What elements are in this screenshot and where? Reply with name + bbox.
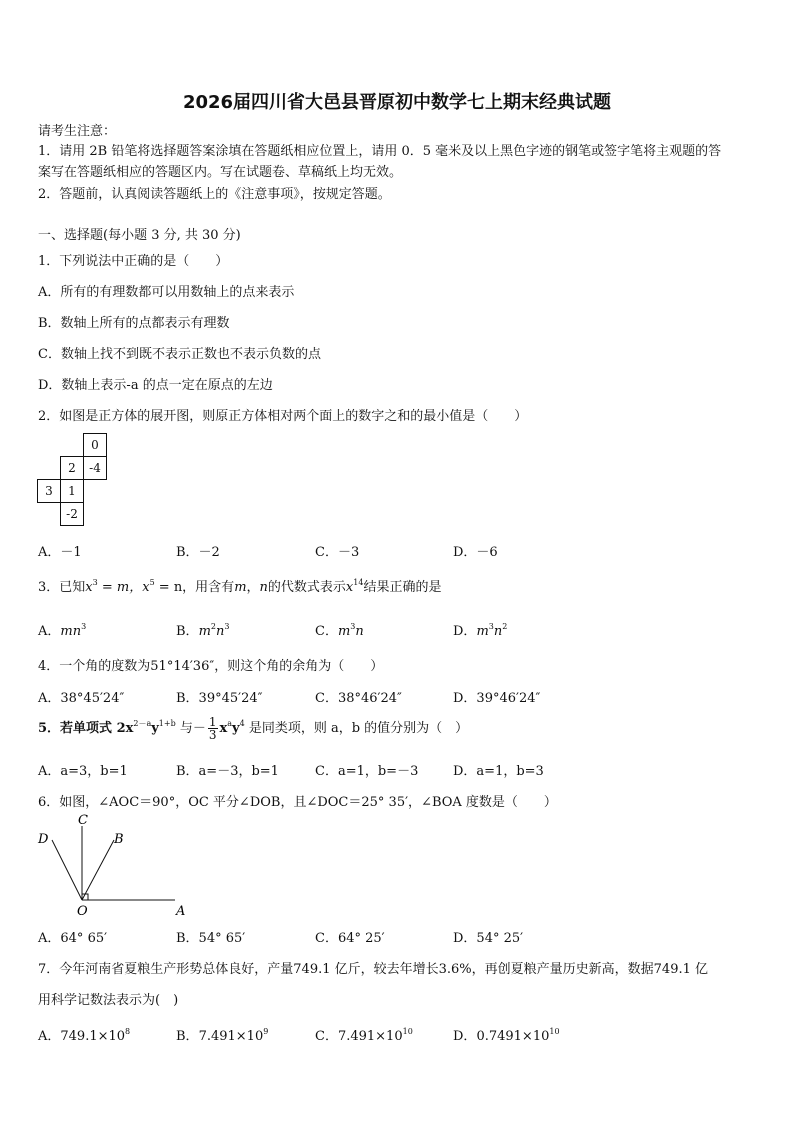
stem-text: ， [246,580,260,595]
var-x: x [142,580,150,595]
question-5-stem [38,716,468,741]
angle-figure [30,812,200,922]
exponent: 8 [125,1027,131,1036]
exponent: 4 [239,719,245,728]
option-label: A． [38,1029,61,1044]
question-6-option-d: D．54° 25′ [453,931,524,946]
var-m: m [234,580,247,595]
label-o: O [77,904,88,919]
fraction [208,716,218,741]
question-4-option-d: D．39°46′24″ [453,691,541,706]
exponent: 3 [488,622,494,631]
stem-text: 3．已知 [38,580,86,595]
exponent: 1+b [158,719,176,728]
question-1-stem: 1．下列说法中正确的是（ ） [38,254,229,269]
exponent: 10 [549,1027,560,1036]
notice-item-1-line-1: 1．请用 2B 铅笔将选择题答案涂填在答题纸相应位置上，请用 0．5 毫米及以上黑色字迹的钢笔或签字笔将主观题的答 [38,144,722,159]
notice-heading: 请考生注意： [38,124,117,139]
label-b: B [114,832,124,847]
net-cell: 3 [38,480,61,503]
var-n: n [259,580,268,595]
question-6-option-b: B．54° 65′ [176,931,246,946]
option-expr: 0.7491×10 [476,1029,550,1044]
label-c: C [78,813,88,828]
net-cell: 0 [84,434,107,457]
question-1-option-b: B．数轴上所有的点都表示有理数 [38,316,230,331]
option-expr: 749.1×10 [60,1029,126,1044]
option-expr: n [355,624,364,639]
exponent: 3 [92,578,98,587]
net-cell: -4 [84,457,107,480]
exponent: 3 [224,622,230,631]
option-label: C． [315,624,338,639]
stem-text: 是同类项，则 a，b 的值分别为（ ） [244,721,469,736]
question-5-option-b: B．a=－3，b=1 [176,764,279,779]
option-expr: m [476,624,489,639]
question-7-option-d [453,1025,560,1044]
question-2-option-c: C．－3 [315,545,360,560]
question-2-option-a: A．－1 [38,545,82,560]
exponent: 14 [353,578,364,587]
stem-text: 5．若单项式 2x [38,721,134,736]
question-6-option-a: A．64° 65′ [38,931,108,946]
label-a: A [176,904,186,919]
option-label: C． [315,1029,338,1044]
exponent: 10 [402,1027,413,1036]
question-7-option-a [38,1025,130,1044]
section-heading: 一、选择题(每小题 3 分, 共 30 分) [38,228,241,243]
question-4-option-c: C．38°46′24″ [315,691,402,706]
question-2-option-b: B．－2 [176,545,220,560]
question-5-option-a: A．a=3，b=1 [38,764,128,779]
question-1-option-c: C．数轴上找不到既不表示正数也不表示负数的点 [38,347,321,362]
option-expr: n [493,624,503,639]
option-expr: mn [60,624,82,639]
stem-text: 与－ [175,721,206,736]
net-cell: 2 [61,457,84,480]
question-7-stem-line-1: 7．今年河南省夏粮生产形势总体良好，产量749.1 亿斤，较去年增长3.6%，再创夏粮产量历史新高，数据749.1 亿 [38,962,708,977]
stem-text: 结果正确的是 [363,580,442,595]
var-x: x [345,580,354,595]
question-7-option-c [315,1025,413,1044]
question-4-option-b: B．39°45′24″ [176,691,263,706]
exponent: 2 [210,622,216,631]
option-expr: 7.491×10 [198,1029,264,1044]
question-7-stem-line-2: 用科学记数法表示为( ) [38,993,179,1008]
option-label: B． [176,624,199,639]
stem-text: = m， [97,580,143,595]
option-expr: m [198,624,211,639]
stem-text: = n，用含有 [154,580,235,595]
page-title: 2026届四川省大邑县晋原初中数学七上期末经典试题 [182,92,612,113]
option-label: D． [453,624,477,639]
net-cell: 1 [61,480,84,503]
stem-text: y [232,721,240,736]
ray-ob [82,840,114,900]
question-3-stem [38,576,441,595]
question-3-option-b [176,620,229,639]
fraction-numerator: 1 [208,715,217,729]
exponent: 3 [350,622,356,631]
exponent: 2－a [133,719,152,728]
question-2-stem: 2．如图是正方体的展开图，则原正方体相对两个面上的数字之和的最小值是（ ） [38,409,528,424]
question-5-option-c: C．a=1，b=－3 [315,764,419,779]
option-label: A． [38,624,61,639]
exponent: 9 [263,1027,269,1036]
option-expr: m [337,624,351,639]
net-cell: -2 [61,503,84,526]
question-4-stem: 4．一个角的度数为51°14′36″，则这个角的余角为（ ） [38,659,384,674]
var-x: x [85,580,93,595]
exponent: 2 [502,622,508,631]
exponent: 5 [149,578,155,587]
question-3-option-a [38,620,86,639]
option-expr: n [215,624,225,639]
question-4-option-a: A．38°45′24″ [38,691,125,706]
ray-od [52,840,82,900]
question-2-option-d: D．－6 [453,545,498,560]
option-label: B． [176,1029,199,1044]
option-label: D． [453,1029,477,1044]
fraction-denominator: 3 [208,728,217,742]
question-6-stem: 6．如图，∠AOC＝90°，OC 平分∠DOB，且∠DOC＝25° 35′，∠BOA 度数是（ ） [38,795,557,810]
notice-item-2: 2．答题前，认真阅读答题纸上的《注意事项》，按规定答题。 [38,187,391,202]
question-6-option-c: C．64° 25′ [315,931,385,946]
question-7-option-b [176,1025,268,1044]
question-3-option-c [315,620,364,639]
exponent: a [227,719,233,728]
question-1-option-a: A．所有的有理数都可以用数轴上的点来表示 [38,285,295,300]
stem-text: x [219,721,228,736]
option-expr: 7.491×10 [337,1029,403,1044]
question-5-option-d: D．a=1，b=3 [453,764,544,779]
stem-text: y [151,721,159,736]
stem-text: 的代数式表示 [267,580,346,595]
cube-net-figure [37,433,107,526]
exponent: 3 [81,622,87,631]
notice-item-1-line-2: 案写在答题纸相应的答题区内。写在试题卷、草稿纸上均无效。 [38,165,403,180]
question-3-option-d [453,620,507,639]
label-d: D [38,832,49,847]
question-1-option-d: D．数轴上表示-a 的点一定在原点的左边 [38,378,273,393]
